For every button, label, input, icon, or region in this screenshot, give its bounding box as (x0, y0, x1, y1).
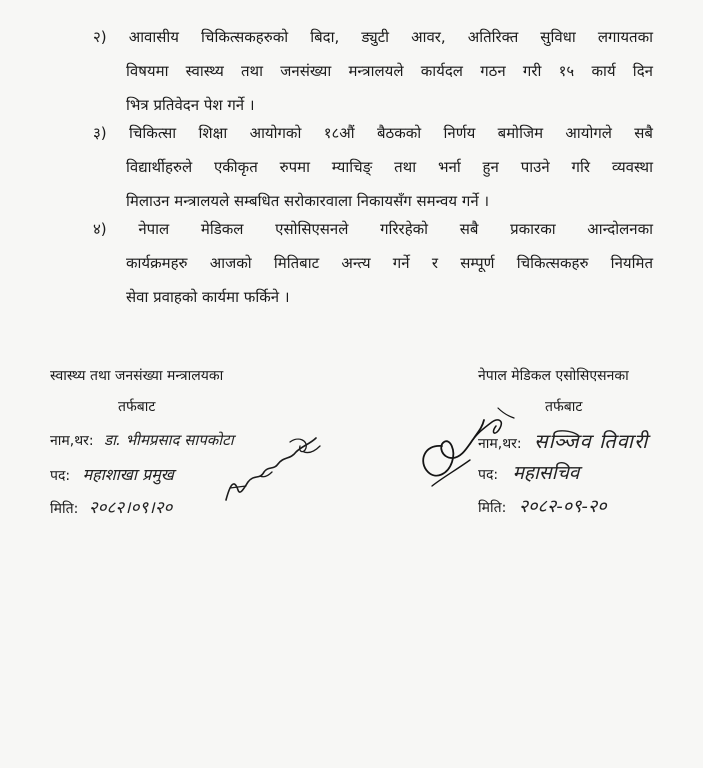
point-2-line-2: विषयमा स्वास्थ्य तथा जनसंख्या मन्त्रालयले कार्यदल गठन गरी १५ कार्य दिन (126, 62, 653, 80)
point-4-line-2: कार्यक्रमहरु आजको मितिबाट अन्त्य गर्ने र सम्पूर्ण चिकित्सकहरु नियमित (126, 254, 653, 272)
left-signature (220, 430, 330, 510)
right-post-value: महासचिव (512, 462, 580, 484)
left-name-row (50, 430, 234, 450)
point-2-line-1: २) आवासीय चिकित्सकहरुको बिदा, ड्युटी आवर, अतिरिक्त सुविधा लगायतका (93, 28, 653, 46)
left-date-row (50, 495, 172, 518)
right-date-value: २०८२-०९-२० (518, 496, 607, 517)
left-post-value: महाशाखा प्रमुख (82, 465, 174, 484)
right-name-value: सञ्जिव तिवारी (534, 429, 649, 453)
point-4-line-1: ४) नेपाल मेडिकल एसोसिएसनले गरिरहेको सबै प्रकारका आन्दोलनका (93, 220, 653, 238)
right-signature (412, 398, 532, 493)
point-4-line-3: सेवा प्रवाहको कार्यमा फर्किने । (126, 288, 290, 306)
left-name-label: नाम,थर: (50, 433, 94, 449)
left-date-label: मिति: (50, 501, 79, 517)
point-2 (93, 20, 653, 122)
left-name-value: डा. भीमप्रसाद सापकोटा (104, 431, 234, 449)
left-post-label: पद: (50, 468, 71, 484)
left-date-value: २०८२।०९।२० (88, 498, 173, 518)
right-post-label: पद: (478, 467, 499, 483)
left-post-row (50, 463, 174, 485)
right-org-line: नेपाल मेडिकल एसोसिएसनका (478, 368, 629, 384)
point-3-line-3: मिलाउन मन्त्रालयले सम्बधित सरोकारवाला निकायसँग समन्वय गर्ने । (126, 192, 490, 210)
point-3-line-2: विद्यार्थीहरुले एकीकृत रुपमा म्याचिङ् तथा भर्ना हुन पाउने गरि व्यवस्था (126, 158, 653, 176)
right-behalf: तर्फबाट (545, 399, 583, 415)
point-3-line-1: ३) चिकित्सा शिक्षा आयोगको १८औं बैठकको निर्णय बमोजिम आयोगले सबै (93, 124, 653, 142)
right-name-label: नाम,थर: (478, 436, 522, 452)
right-date-label: मिति: (478, 500, 507, 516)
left-org-line: स्वास्थ्य तथा जनसंख्या मन्त्रालयका (50, 368, 224, 384)
point-3 (93, 116, 653, 218)
left-behalf: तर्फबाट (118, 399, 156, 415)
point-2-line-3: भित्र प्रतिवेदन पेश गर्ने । (126, 96, 255, 114)
right-date-row (478, 494, 607, 518)
point-4 (93, 212, 653, 314)
